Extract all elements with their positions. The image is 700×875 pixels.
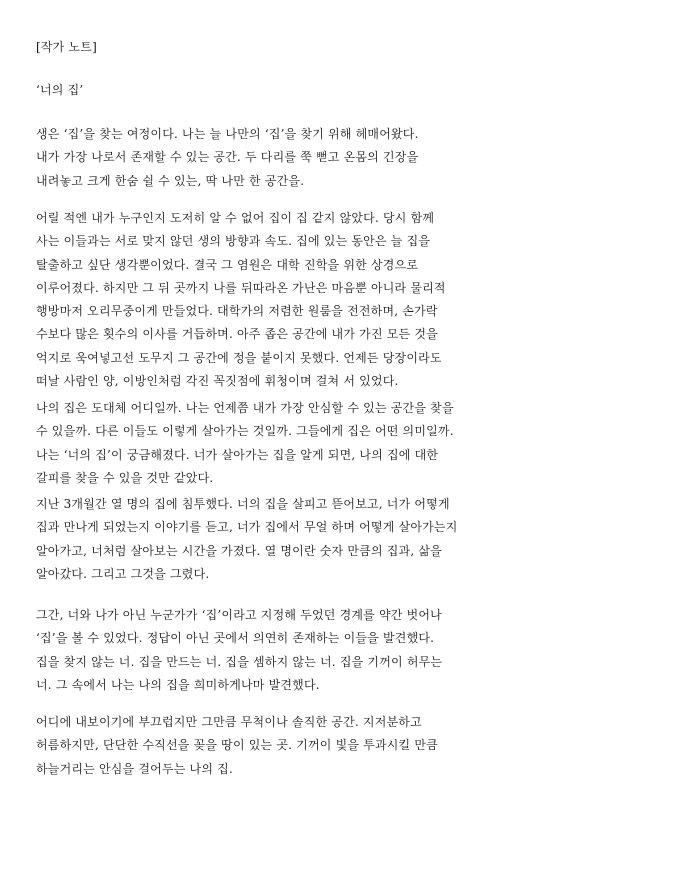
paragraph-line: 이루어졌다. 하지만 그 뒤 곳까지 나를 뒤따라온 가난은 마음뿐 아니라 물리적 [36, 280, 446, 295]
paragraph-line: 알아가고, 너처럼 살아보는 시간을 가졌다. 열 명이란 숫자 만큼의 집과, 삶을 [36, 543, 442, 558]
paragraph-line: 억지로 욱여넣고선 도무지 그 공간에 정을 붙이지 못했다. 언제든 당장이라도 [36, 350, 442, 365]
paragraph-line: 집을 찾지 않는 너. 집을 만드는 너. 집을 셈하지 않는 너. 집을 기꺼이 허무는 [36, 654, 443, 669]
paragraph-line: 집과 만나게 되었는지 이야기를 듣고, 너가 집에서 무얼 하며 어떻게 살아가는지 [36, 520, 458, 535]
paragraph-1 [36, 123, 676, 193]
paragraph-3 [36, 397, 676, 490]
paragraph-line: 수 있을까. 다른 이들도 이렇게 살아가는 것일까. 그들에게 집은 어떤 의미일까. [36, 424, 454, 439]
header-label: [작가 노트] [36, 40, 97, 54]
paragraph-line: 어디에 내보이기에 부끄럽지만 그만큼 무척이나 솔직한 공간. 지저분하고 [36, 715, 422, 729]
paragraph-line: 탈출하고 싶단 생각뿐이었다. 결국 그 염원은 대학 진학을 위한 상경으로 [36, 257, 419, 272]
paragraph-line: 하늘거리는 안심을 걸어두는 나의 집. [36, 761, 233, 776]
paragraph-line: 내려놓고 크게 한숨 쉴 수 있는, 딱 나만 한 공간을. [36, 173, 305, 188]
paragraph-2 [36, 207, 676, 393]
paragraph-line: 행방마저 오리무중이게 만들었다. 대학가의 저렴한 원룸을 전전하며, 손가락 [36, 304, 438, 319]
paragraph-line: 허름하지만, 단단한 수직선을 꽂을 땅이 있는 곳. 기꺼이 빛을 투과시킬 만큼 [36, 738, 438, 753]
paragraph-line: 생은 ‘집’을 찾는 여정이다. 나는 늘 나만의 ‘집’을 찾기 위해 헤매어왔다. [36, 127, 419, 141]
paragraph-line: 사는 이들과는 서로 맞지 않던 생의 방향과 속도. 집에 있는 동안은 늘 집을 [36, 234, 431, 249]
paragraph-line: 떠날 사람인 양, 이방인처럼 각진 꼭짓점에 휘청이며 걸쳐 서 있었다. [36, 374, 399, 389]
paragraph-line: 나는 ‘너의 집’이 궁금해졌다. 너가 살아가는 집을 알게 되면, 나의 집에 대한 [36, 447, 439, 462]
paragraph-line: 나의 집은 도대체 어디일까. 나는 언제쯤 내가 가장 안심할 수 있는 공간을 찾을 [36, 401, 454, 415]
paragraph-line: 내가 가장 나로서 존재할 수 있는 공간. 두 다리를 쭉 뻗고 온몸의 긴장을 [36, 150, 419, 165]
paragraph-5 [36, 604, 676, 697]
paragraph-line: 너. 그 속에서 나는 나의 집을 희미하게나마 발견했다. [36, 677, 320, 692]
document-title: ‘너의 집’ [36, 83, 84, 97]
paragraph-line: 수보다 많은 횟수의 이사를 거듭하며. 아주 좁은 공간에 내가 가진 모든 것을 [36, 327, 438, 342]
paragraph-line: 갈피를 찾을 수 있을 것만 같았다. [36, 470, 214, 485]
paragraph-4 [36, 493, 676, 586]
paragraph-line: ‘집’을 볼 수 있었다. 정답이 아닌 곳에서 의연히 존재하는 이들을 발견했다. [36, 631, 435, 646]
paragraph-6 [36, 711, 676, 781]
paragraph-line: 어릴 적엔 내가 누구인지 도저히 알 수 없어 집이 집 같지 않았다. 당시 함께 [36, 211, 435, 225]
paragraph-line: 그간, 너와 나가 아닌 누군가가 ‘집’이라고 지정해 두었던 경계를 약간 벗어나 [36, 608, 442, 622]
paragraph-line: 알아갔다. 그리고 그것을 그렸다. [36, 566, 210, 581]
paragraph-line: 지난 3개월간 열 명의 집에 침투했다. 너의 집을 살피고 뜯어보고, 너가 어떻게 [36, 497, 450, 511]
